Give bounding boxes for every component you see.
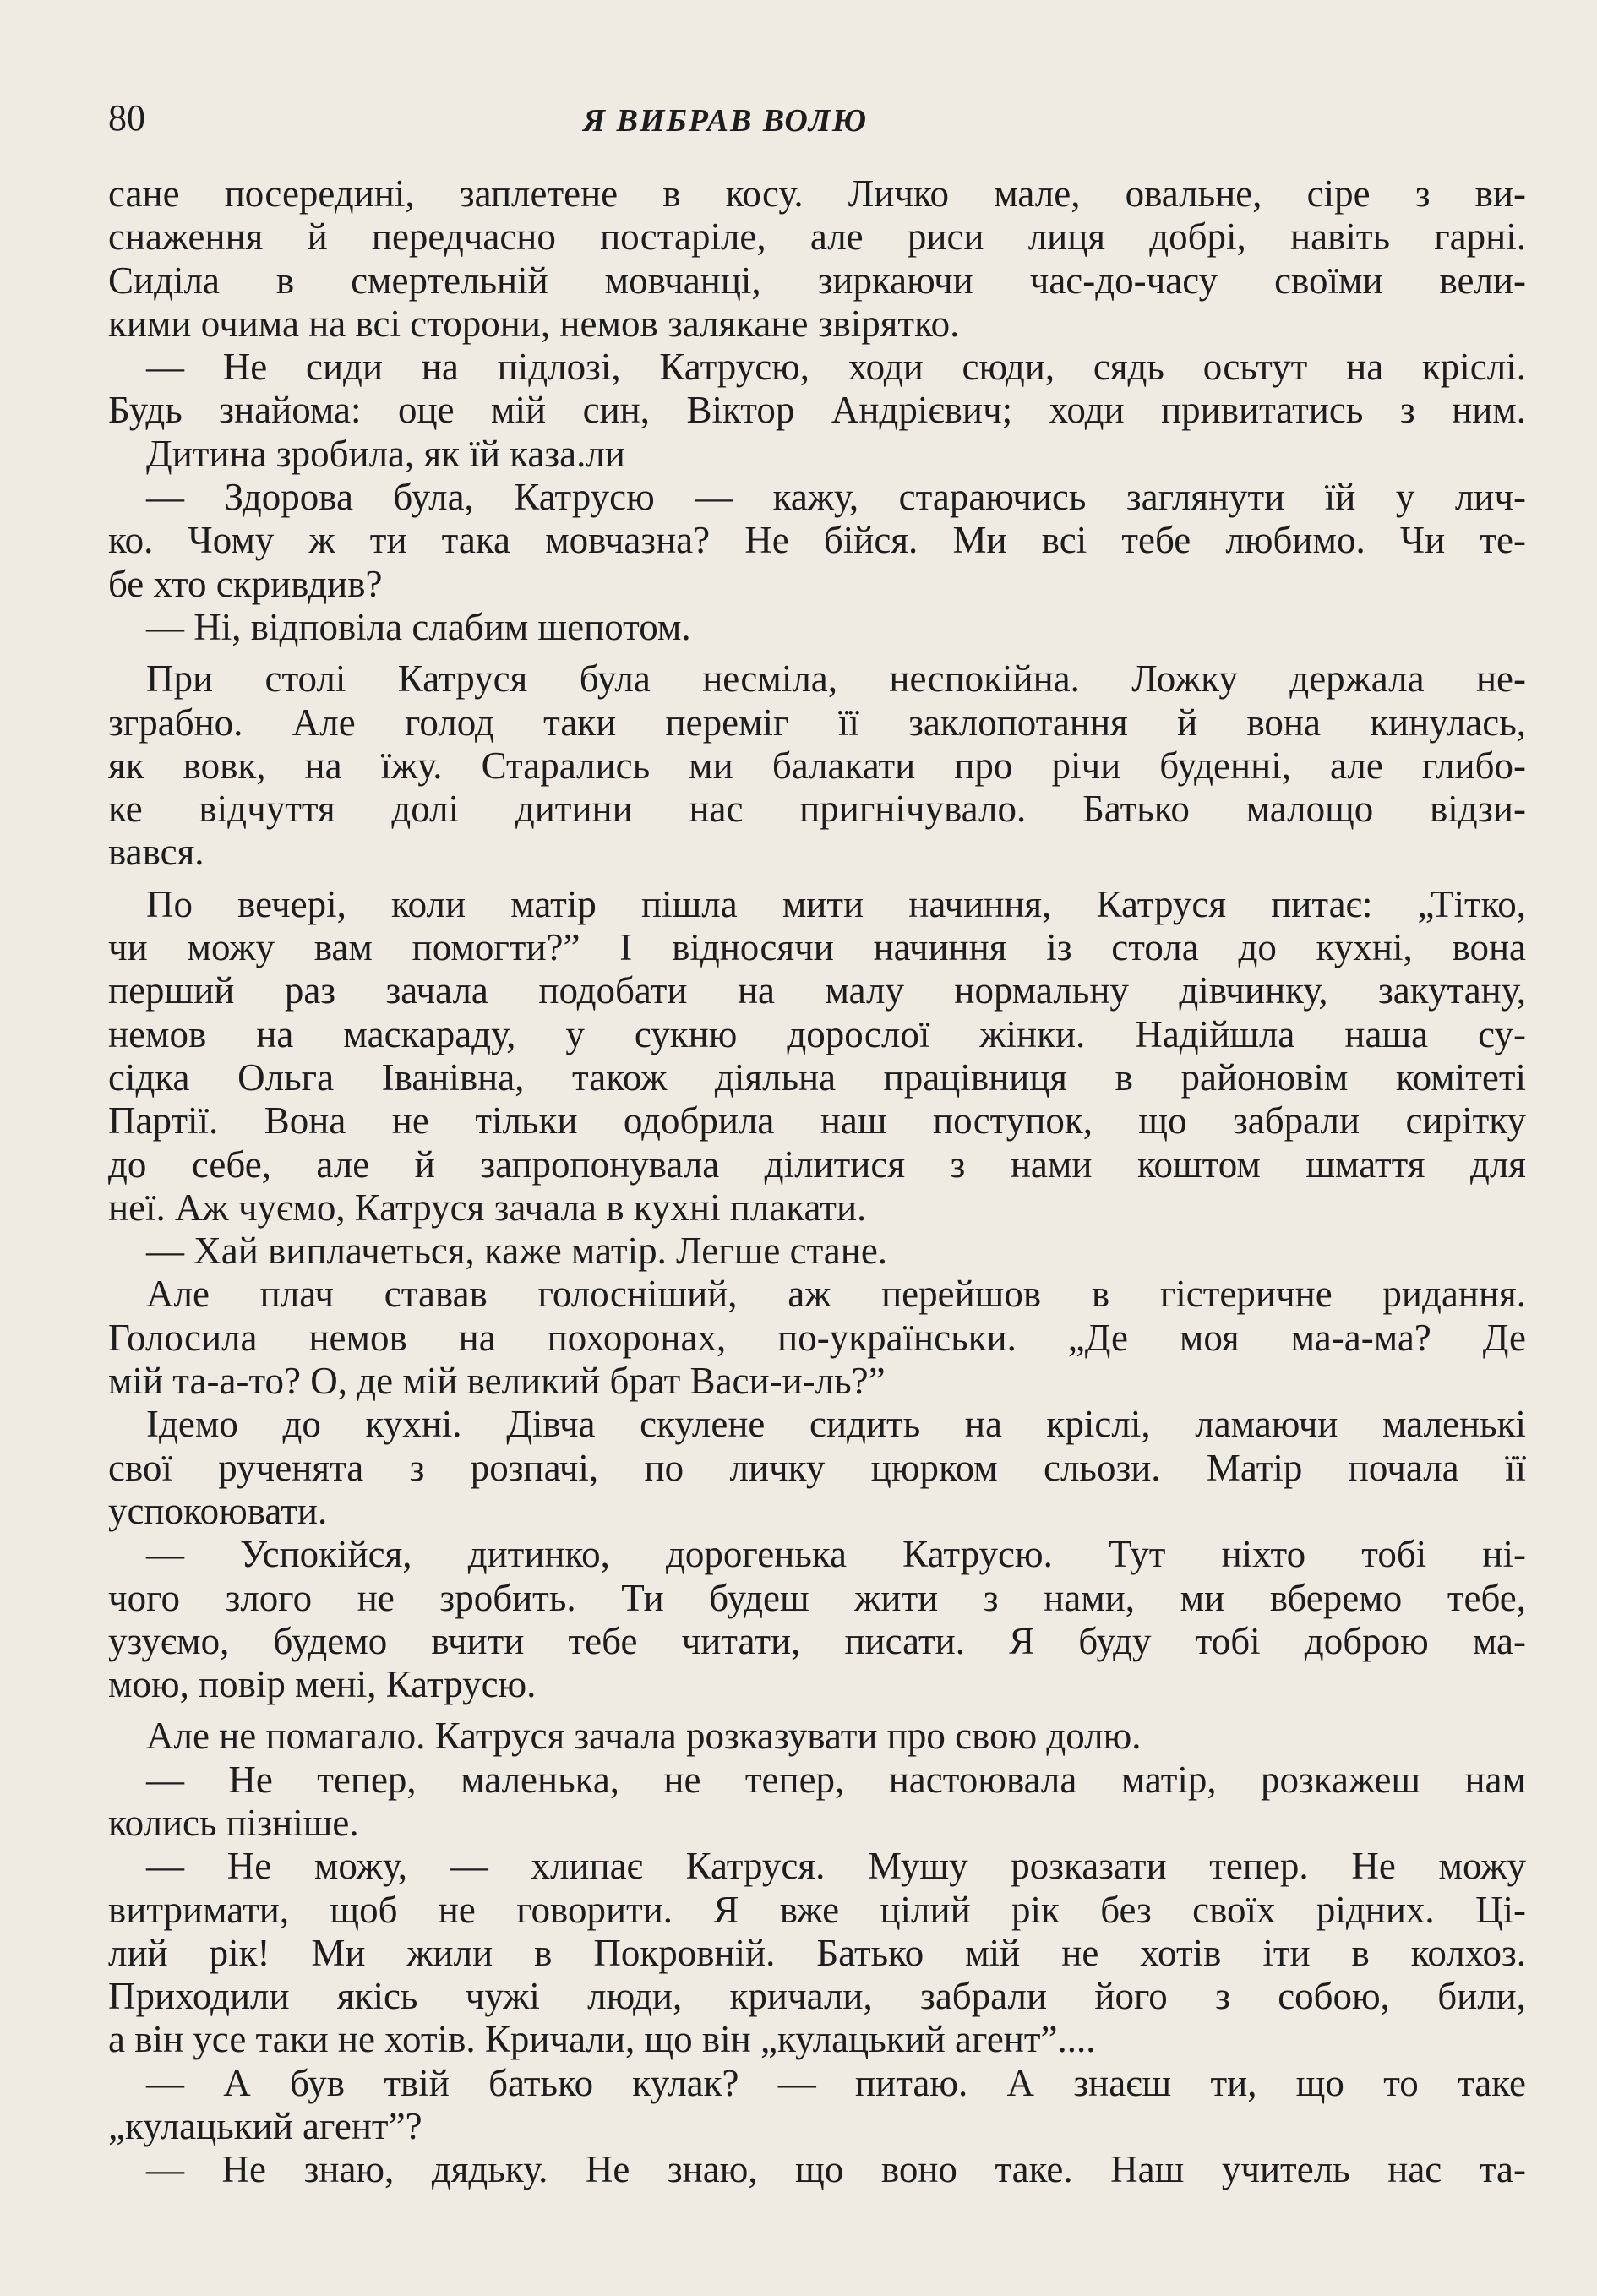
- text-line: Будь знайома: оце мій син, Віктор Андрієвич; ходи привитатись з ним.: [108, 389, 1526, 432]
- text-line: чого злого не зробить. Ти будеш жити з нами, ми вберемо тебе,: [108, 1576, 1526, 1619]
- text-line: Але плач ставав голосніший, аж перейшов в гістеричне ридання.: [146, 1273, 1526, 1316]
- text-line: Але не помагало. Катруся зачала розказувати про свою долю.: [146, 1715, 1142, 1758]
- text-line: зграбно. Але голод таки переміг її заклопотання й вона кинулась,: [108, 701, 1526, 744]
- text-line: витримати, щоб не говорити. Я вже цілий рік без своїх рідних. Ці-: [108, 1888, 1526, 1931]
- text-line: Голосила немов на похоронах, по-українськи. „Де моя ма-а-ма? Де: [108, 1316, 1526, 1359]
- text-line: неї. Аж чуємо, Катруся зачала в кухні плакати.: [108, 1186, 867, 1229]
- text-line: ке відчуття долі дитини нас пригнічувало. Батько малощо відзи-: [108, 788, 1526, 831]
- text-line: — Не можу, — хлипає Катруся. Мушу розказати тепер. Не можу: [146, 1845, 1526, 1888]
- text-line: Приходили якісь чужі люди, кричали, забрали його з собою, били,: [108, 1975, 1526, 2018]
- running-title: Я ВИБРАВ ВОЛЮ: [583, 103, 869, 139]
- text-line: узуємо, будемо вчити тебе читати, писати. Я буду тобі доброю ма-: [108, 1619, 1526, 1662]
- text-line: перший раз зачала подобати на малу нормальну дівчинку, закутану,: [108, 969, 1526, 1012]
- page-number: 80: [108, 97, 145, 139]
- text-line: кими очима на всі сторони, немов залякане звірятко.: [108, 302, 960, 345]
- text-line: бе хто скривдив?: [108, 562, 383, 605]
- text-line: При столі Катруся була несміла, неспокійна. Ложку держала не-: [146, 657, 1526, 701]
- text-line: — А був твій батько кулак? — питаю. А знаєш ти, що то таке: [146, 2061, 1526, 2104]
- text-line: — Здорова була, Катрусю — кажу, стараючись заглянути їй у лич-: [146, 476, 1526, 519]
- text-line: — Не тепер, маленька, не тепер, настоювала матір, розкажеш нам: [146, 1758, 1526, 1801]
- text-line: сане посередині, заплетене в косу. Личко мале, овальне, сіре з ви-: [108, 172, 1526, 215]
- text-line: вався.: [108, 831, 204, 874]
- text-line: чи можу вам помогти?” І відносячи начиння із стола до кухні, вона: [108, 926, 1526, 969]
- text-line: успокоювати.: [108, 1489, 328, 1532]
- text-line: — Хай виплачеться, каже матір. Легше стане.: [146, 1230, 888, 1273]
- text-line: колись пізніше.: [108, 1801, 359, 1844]
- text-line: немов на маскараду, у сукню дорослої жінки. Надійшла наша су-: [108, 1012, 1526, 1055]
- text-line: Дитина зробила, як їй каза.ли: [146, 432, 625, 475]
- text-line: снаження й передчасно постаріле, але риси лиця добрі, навіть гарні.: [108, 215, 1526, 259]
- text-line: а він усе таки не хотів. Кричали, що він „кулацький агент”....: [108, 2018, 1096, 2061]
- text-line: свої рученята з розпачі, по личку цюрком сльози. Матір почала її: [108, 1446, 1526, 1489]
- text-line: — Не знаю, дядьку. Не знаю, що воно таке. Наш учитель нас та-: [146, 2148, 1526, 2191]
- text-line: сідка Ольга Іванівна, також діяльна працівниця в районовім комітеті: [108, 1055, 1526, 1099]
- body-text: [108, 172, 1526, 2192]
- text-line: По вечері, коли матір пішла мити начиння, Катруся питає: „Тітко,: [146, 882, 1526, 925]
- text-line: — Не сиди на підлозі, Катрусю, ходи сюди, сядь осьтут на кріслі.: [146, 346, 1526, 389]
- text-line: як вовк, на їжу. Старались ми балакати про річи буденні, але глибо-: [108, 744, 1526, 787]
- text-line: мою, повір мені, Катрусю.: [108, 1663, 537, 1706]
- text-line: лий рік! Ми жили в Покровній. Батько мій не хотів іти в колхоз.: [108, 1931, 1526, 1974]
- text-line: Сиділа в смертельній мовчанці, зиркаючи час-до-часу своїми вели-: [108, 259, 1526, 302]
- text-line: „кулацький агент”?: [108, 2105, 422, 2148]
- text-line: ко. Чому ж ти така мовчазна? Не бійся. Ми всі тебе любимо. Чи те-: [108, 519, 1526, 562]
- text-line: до себе, але й запропонувала ділитися з нами коштом шмаття для: [108, 1143, 1526, 1186]
- text-line: — Ні, відповіла слабим шепотом.: [146, 605, 691, 648]
- text-line: Ідемо до кухні. Дівча скулене сидить на кріслі, ламаючи маленькі: [146, 1403, 1526, 1446]
- text-line: Партії. Вона не тільки одобрила наш поступок, що забрали сирітку: [108, 1099, 1526, 1143]
- text-line: — Успокійся, дитинко, дорогенька Катрусю. Тут ніхто тобі ні-: [146, 1533, 1526, 1576]
- text-line: мій та-а-то? О, де мій великий брат Васи-и-ль?”: [108, 1360, 886, 1403]
